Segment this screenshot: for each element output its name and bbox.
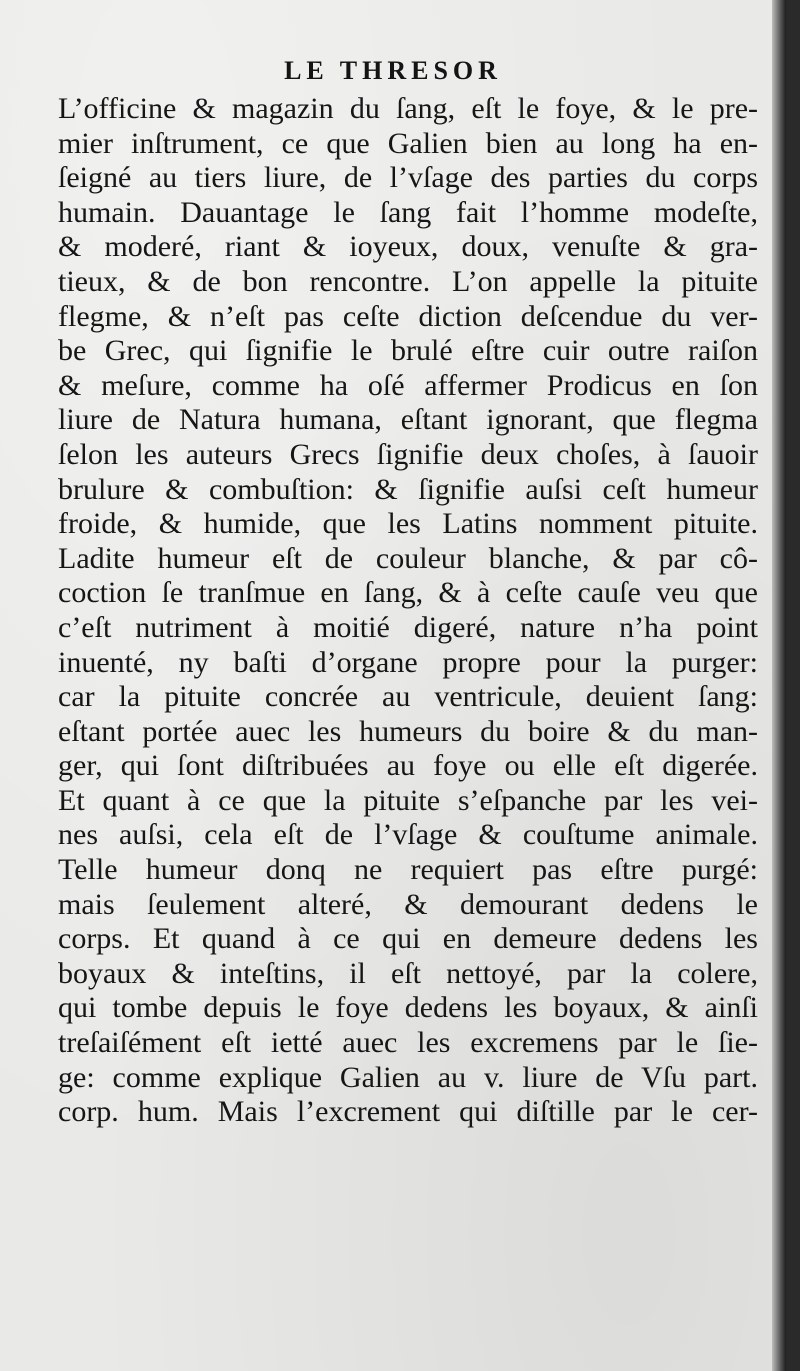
text-line: flegme, & n’eſt pas ceſte diction deſcendue du ver- [58, 299, 758, 333]
text-line: froide, & humide, que les Latins nomment pituite. [58, 507, 758, 541]
text-line: Ladite humeur eſt de couleur blanche, & par cô- [58, 541, 758, 575]
text-line: c’eſt nutriment à moitié digeré, nature n’ha point [58, 610, 758, 644]
text-line: Et quant à ce que la pituite s’eſpanche par les vei- [58, 783, 758, 817]
text-line: inuenté, ny baſti d’organe propre pour la purger: [58, 645, 758, 679]
text-line: & moderé, riant & ioyeux, doux, venuſte & gra- [58, 230, 758, 264]
text-line: & meſure, comme ha oſé affermer Prodicus en ſon [58, 368, 758, 402]
running-head: LE THRESOR [284, 56, 502, 85]
text-line: humain. Dauantage le ſang fait l’homme modeſte, [58, 195, 758, 229]
text-line: corps. Et quand à ce qui en demeure dedens les [58, 922, 758, 956]
text-line: brulure & combuſtion: & ſignifie auſsi ceſt humeur [58, 472, 758, 506]
page-edge [772, 0, 786, 1371]
text-line: eſtant portée auec les humeurs du boire & du man- [58, 714, 758, 748]
text-line: ger, qui ſont diſtribuées au foye ou elle eſt digerée. [58, 749, 758, 783]
text-line: liure de Natura humana, eſtant ignorant, que flegma [58, 403, 758, 437]
text-line: boyaux & inteſtins, il eſt nettoyé, par la colere, [58, 956, 758, 990]
text-line: ge: comme explique Galien au v. liure de Vſu part. [58, 1060, 758, 1094]
text-line: tieux, & de bon rencontre. L’on appelle la pituite [58, 264, 758, 298]
text-line: ſelon les auteurs Grecs ſignifie deux choſes, à ſauoir [58, 437, 758, 471]
text-line: mier inſtrument, ce que Galien bien au long ha en- [58, 126, 758, 160]
text-line: corp. hum. Mais l’excrement qui diſtille par le cer- [58, 1095, 758, 1129]
text-line: mais ſeulement alteré, & demourant dedens le [58, 887, 758, 921]
text-line: L’officine & magazin du ſang, eſt le foye, & le pre- [58, 92, 758, 125]
body-text [58, 92, 758, 1130]
text-line: coction ſe tranſmue en ſang, & à ceſte cauſe veu que [58, 576, 758, 610]
text-line: be Grec, qui ſignifie le brulé eſtre cuir outre raiſon [58, 334, 758, 368]
text-line: treſaiſément eſt ietté auec les excremens par le ſie- [58, 1026, 758, 1060]
text-line: Telle humeur donq ne requiert pas eſtre purgé: [58, 853, 758, 887]
text-line: nes auſsi, cela eſt de l’vſage & couſtume animale. [58, 818, 758, 852]
text-line: car la pituite concrée au ventricule, deuient ſang: [58, 680, 758, 714]
text-line: qui tombe depuis le foye dedens les boyaux, & ainſi [58, 991, 758, 1025]
text-line: ſeigné au tiers liure, de l’vſage des parties du corps [58, 161, 758, 195]
